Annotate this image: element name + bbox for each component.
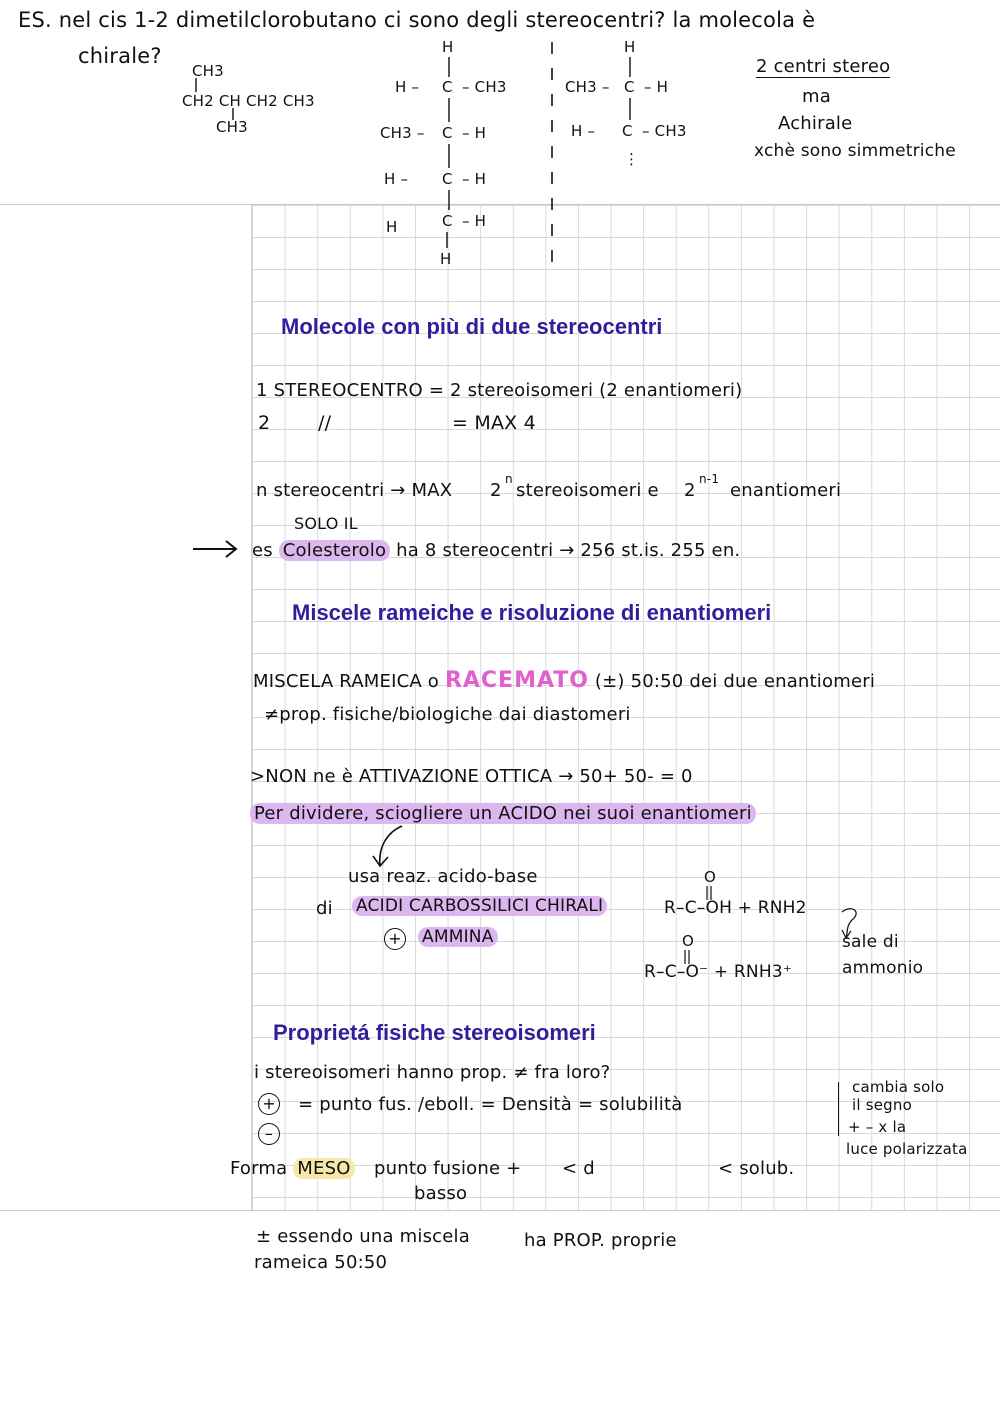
minus-circle-icon: – [258, 1123, 280, 1145]
molecole-line2-right: = MAX 4 [452, 412, 536, 434]
struct-left-sub: – H [462, 212, 487, 230]
struct-right-atom: C [622, 122, 633, 140]
highlight-meso: MESO [293, 1158, 354, 1179]
struct-right-atom: C [624, 78, 635, 96]
molecole-es-prefix: es [252, 540, 273, 561]
heading-molecole: Molecole con più di due stereocentri [281, 314, 663, 339]
struct-right-sub: CH3 – [565, 78, 610, 96]
struct-left-sub: – CH3 [462, 78, 507, 96]
molecole-line3-end: enantiomeri [730, 480, 842, 501]
molecole-solo: SOLO IL [294, 514, 358, 533]
example-question-line2: chirale? [78, 44, 162, 68]
answer-line1: 2 centri stereo [756, 56, 891, 77]
struct-left-atom: C [442, 78, 453, 96]
answer-line2: ma [802, 86, 831, 107]
struct-left-atom: H [442, 38, 454, 56]
footer-line1: ± essendo una miscela [256, 1226, 470, 1247]
formula-mid: CH2 CH CH2 CH3 [182, 92, 315, 110]
highlight-ammina: AMMINA [418, 927, 498, 947]
molecole-line3-exp2: n-1 [699, 472, 720, 486]
miscele-usa: usa reaz. acido-base [348, 866, 538, 887]
struct-left-sub: H – [384, 170, 409, 188]
sale-line1: sale di [842, 932, 899, 952]
struct-left-atom: C [442, 124, 453, 142]
divider-bottom [0, 1210, 1000, 1211]
struct-right-sub: – CH3 [642, 122, 687, 140]
formula-top: CH3 [192, 62, 224, 80]
answer-line3: Achirale [778, 113, 853, 134]
miscele-di: di [316, 898, 333, 919]
molecole-line3-two: 2 [490, 480, 502, 501]
struct-right-sub: H – [571, 122, 596, 140]
footer-line2: rameica 50:50 [254, 1252, 388, 1273]
highlight-dividere: Per dividere, sciogliere un ACIDO nei suoi enantiomeri [250, 803, 756, 824]
molecole-line2-left: 2 [258, 412, 271, 434]
struct-right-atom: ⋮ [624, 150, 640, 168]
answer-line4: xchè sono simmetriche [754, 141, 956, 161]
footer-line3: ha PROP. proprie [524, 1230, 677, 1251]
punto-fusione: punto fusione + [374, 1158, 522, 1179]
struct-right-atom: H [624, 38, 636, 56]
forma-meso-line [230, 1158, 355, 1179]
miscele-line2: ≠prop. fisiche/biologiche dai diastomeri [264, 704, 631, 725]
proprieta-question: i stereoisomeri hanno prop. ≠ fra loro? [254, 1062, 611, 1083]
side-divider [838, 1082, 839, 1136]
struct-left-sub: H – [395, 78, 420, 96]
struct-left-atom: H [440, 250, 452, 268]
struct-left-sub: H [386, 218, 398, 236]
example-question-line1: ES. nel cis 1-2 dimetilclorobutano ci sono degli stereocentri? la molecola è [18, 8, 816, 32]
plus-circle-icon: + [384, 928, 406, 950]
reaction2: R–C–O⁻ + RNH3⁺ [644, 962, 792, 982]
struct-left-sub: – H [462, 124, 487, 142]
heading-miscele: Miscele rameiche e risoluzione di enantiomeri [292, 600, 772, 625]
molecole-es-suffix: ha 8 stereocentri → 256 st.is. 255 en. [396, 540, 741, 561]
side-line4: luce polarizzata [846, 1140, 968, 1158]
struct-left-atom: C [442, 170, 453, 188]
punto-basso: basso [414, 1183, 468, 1204]
struct-left-atom: C [442, 212, 453, 230]
reaction1-oxygen: O [704, 868, 717, 886]
sale-line2: ammonio [842, 958, 924, 978]
highlight-acidi: ACIDI CARBOSSILICI CHIRALI [352, 896, 607, 916]
molecole-line1: 1 STEREOCENTRO = 2 stereoisomeri (2 enantiomeri) [256, 380, 743, 401]
heading-proprieta: Proprietá fisiche stereoisomeri [273, 1020, 596, 1045]
molecole-line3-two2: 2 [684, 480, 696, 501]
side-line3: + – x la [848, 1118, 907, 1136]
molecole-line3-mid: stereoisomeri e [516, 480, 659, 501]
reaction2-oxygen: O [682, 932, 695, 950]
highlight-colesterolo: Colesterolo [279, 540, 390, 561]
forma-label: Forma [230, 1158, 288, 1179]
miscele-line1-b: (±) 50:50 dei due enantiomeri [594, 671, 876, 692]
lt-solub: < solub. [718, 1158, 795, 1179]
struct-left-sub: – H [462, 170, 487, 188]
formula-bot: CH3 [216, 118, 248, 136]
molecole-line2-mark: // [318, 412, 332, 434]
struct-left-sub: CH3 – [380, 124, 425, 142]
molecole-line3-base: n stereocentri → MAX [256, 480, 453, 501]
plus-circle-icon: + [258, 1093, 280, 1115]
lt-density: < d [562, 1158, 595, 1179]
miscele-line1-a: MISCELA RAMEICA o [253, 671, 440, 692]
reaction1: R–C–OH + RNH2 [664, 898, 807, 918]
molecole-line3-exp1: n [505, 472, 513, 486]
side-line2: il segno [852, 1096, 912, 1114]
struct-right-sub: – H [644, 78, 669, 96]
miscele-line3: >NON ne è ATTIVAZIONE OTTICA → 50+ 50- = 0 [250, 766, 693, 787]
side-line1: cambia solo [852, 1078, 945, 1096]
proprieta-row1: = punto fus. /eboll. = Densità = solubilità [298, 1094, 683, 1115]
racemato-label: RACEMATO [444, 668, 589, 693]
